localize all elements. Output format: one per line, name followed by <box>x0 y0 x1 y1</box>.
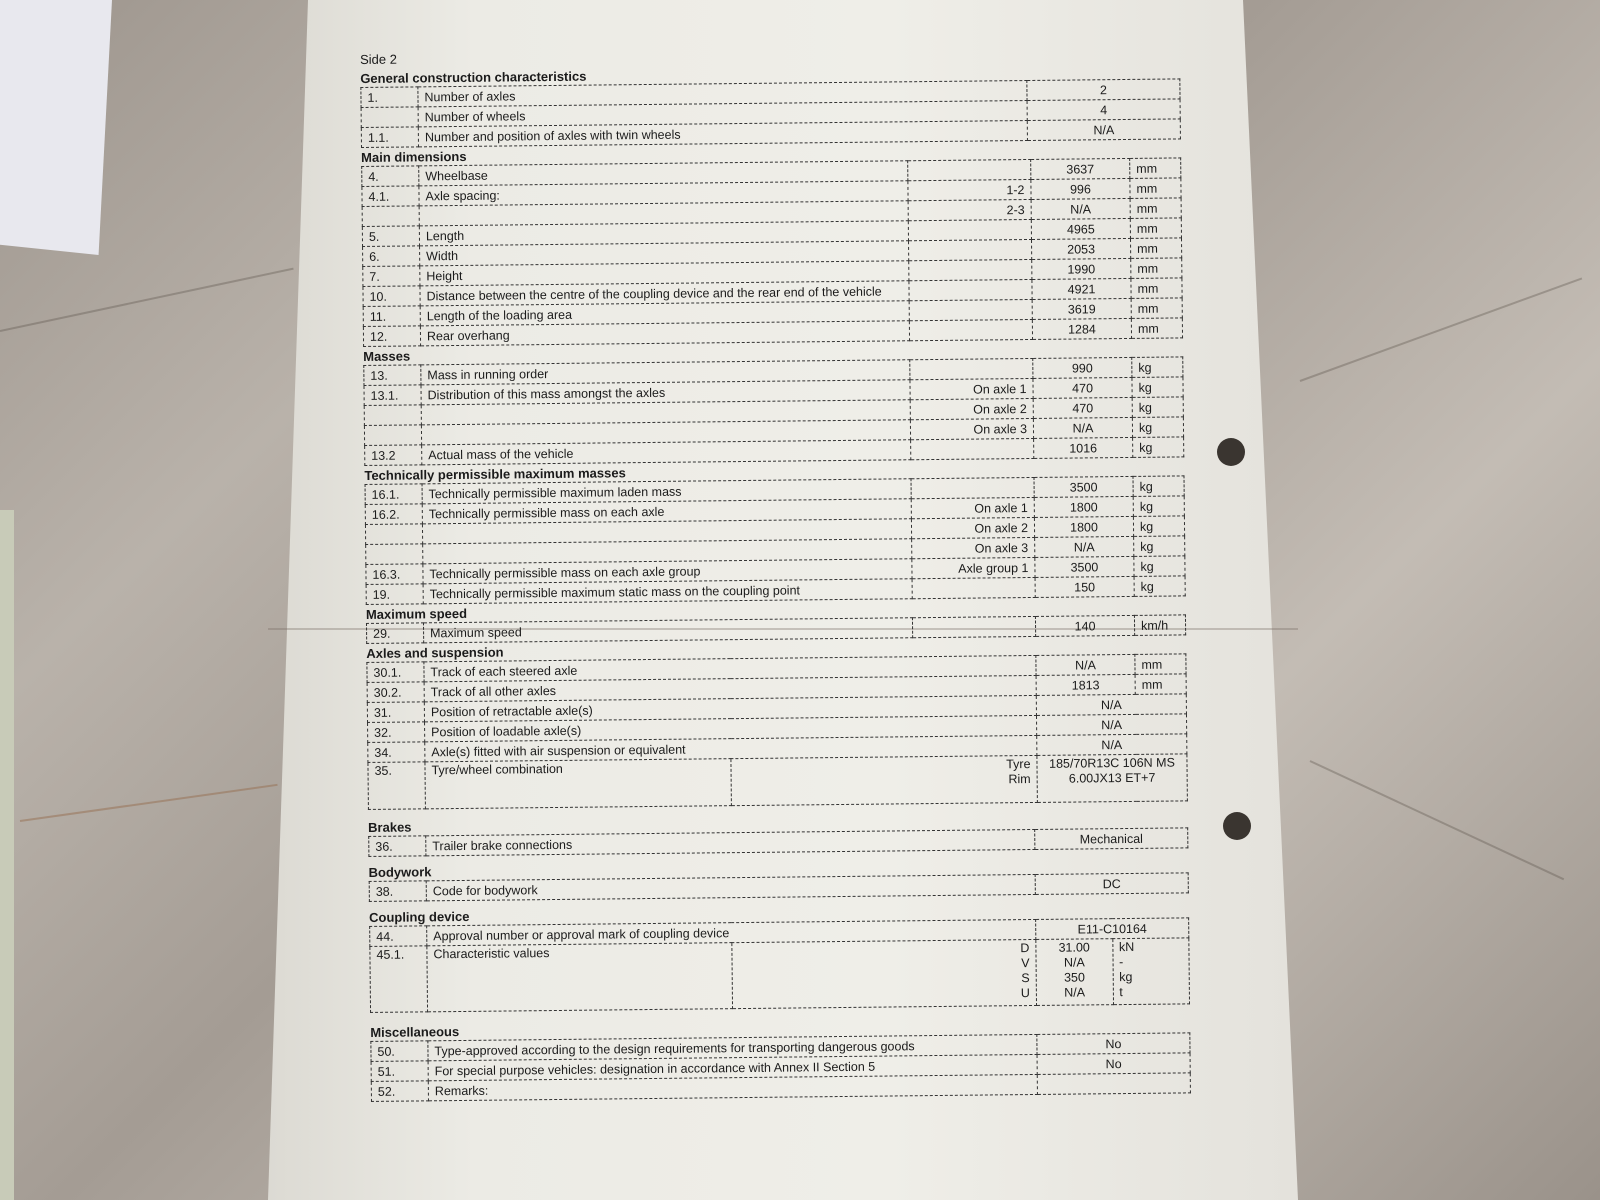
row-value: N/A <box>1036 694 1186 716</box>
axles-table <box>366 653 1188 810</box>
row-qualifier <box>910 358 1033 379</box>
row-value: 470 <box>1033 377 1132 398</box>
row-qualifier <box>912 616 1035 637</box>
row-unit: mm <box>1135 674 1186 695</box>
row-number: 32. <box>368 722 425 743</box>
marble-vein <box>20 784 278 822</box>
row-number: 16.3. <box>366 564 423 585</box>
row-value: 1800 <box>1034 516 1133 537</box>
row-number: 10. <box>363 286 420 307</box>
row-value: 1813 <box>1036 674 1135 695</box>
row-number: 36. <box>369 836 426 857</box>
row-number <box>365 524 422 545</box>
row-value: N/A <box>1035 536 1134 557</box>
row-label: Maximum speed <box>423 618 912 643</box>
row-unit: mm <box>1131 298 1182 319</box>
row-number: 6. <box>363 246 420 267</box>
row-label: Tyre/wheel combination <box>425 759 731 809</box>
tyre-value: 185/70R13C 106N MS <box>1049 755 1175 771</box>
row-label: Position of retractable axle(s) <box>424 695 1036 721</box>
row-number: 13.1. <box>364 385 421 406</box>
coc-side-2 <box>360 43 1191 1102</box>
misc-table <box>370 1032 1191 1102</box>
row-value: N/A <box>1027 119 1180 141</box>
row-unit: mm <box>1131 258 1182 279</box>
marble-vein <box>1300 277 1583 381</box>
row-value: N/A <box>1031 198 1130 219</box>
section-coupling: Coupling device <box>368 908 470 925</box>
row-label: Number of axles <box>418 81 1027 107</box>
row-qualifier: On axle 2 <box>910 398 1033 419</box>
row-value: 1284 <box>1032 318 1131 339</box>
row-value: 470 <box>1033 397 1132 418</box>
row-value <box>1037 1073 1190 1095</box>
row-number: 11. <box>363 306 420 327</box>
row-qualifier <box>911 477 1034 498</box>
rim-value: 6.00JX13 ET+7 <box>1068 770 1156 786</box>
marble-vein <box>0 268 294 332</box>
value-d: 31.00 <box>1058 940 1090 955</box>
row-unit: kg <box>1133 437 1184 458</box>
row-label: Type-approved according to the design requirements for transporting dangerous goods <box>428 1034 1037 1060</box>
banknote-edge <box>0 510 14 1200</box>
row-value: N/A <box>1033 417 1132 438</box>
row-unit: kg <box>1134 556 1185 577</box>
row-number: 12. <box>363 326 420 347</box>
row-qualifier <box>909 239 1032 260</box>
row-unit: kg <box>1132 417 1183 438</box>
row-qualifier: On axle 1 <box>910 378 1033 399</box>
row-number: 16.1. <box>365 484 422 505</box>
row-label: Length <box>419 221 908 246</box>
row-label: Wheelbase <box>419 161 908 186</box>
general-table <box>360 78 1181 148</box>
section-axles: Axles and suspension <box>366 644 504 661</box>
value-v: N/A <box>1063 955 1085 970</box>
marble-vein <box>1310 760 1565 880</box>
row-unit: mm <box>1130 158 1181 179</box>
row-value: N/A <box>1036 714 1186 736</box>
row-unit: kg <box>1132 377 1183 398</box>
row-unit: mm <box>1135 654 1186 675</box>
row-qualifier <box>909 299 1032 320</box>
row-qualifier: 2-3 <box>908 199 1031 220</box>
section-general: General construction characteristics <box>360 68 587 86</box>
row-unit: mm <box>1131 278 1182 299</box>
row-value: 3637 <box>1031 158 1130 179</box>
tyre-row <box>368 754 1187 810</box>
key-v: V <box>1021 956 1030 971</box>
row-number: 35. <box>368 762 425 810</box>
punch-hole <box>1223 812 1251 840</box>
row-number: 4. <box>362 166 419 187</box>
row-label: Code for bodywork <box>426 874 1035 900</box>
row-label: Rear overhang <box>420 321 909 346</box>
tpmm-table <box>365 475 1186 605</box>
row-qualifier <box>908 219 1031 240</box>
row-unit: mm <box>1130 238 1181 259</box>
row-number: 30.2. <box>367 682 424 703</box>
row-number <box>364 405 421 426</box>
row-label: Width <box>420 241 909 266</box>
key-u: U <box>1020 986 1030 1001</box>
row-value: DC <box>1035 873 1188 895</box>
row-value: 1016 <box>1034 437 1133 458</box>
row-number: 5. <box>362 226 419 247</box>
row-label: Technically permissible mass on each axle group <box>423 559 912 584</box>
row-qualifier <box>911 438 1034 459</box>
row-value: 996 <box>1031 178 1130 199</box>
row-unit: mm <box>1130 198 1181 219</box>
section-brakes: Brakes <box>368 819 412 835</box>
unit-v: - <box>1118 955 1124 970</box>
row-unit: km/h <box>1134 615 1185 636</box>
row-qualifier: On axle 1 <box>911 497 1034 518</box>
row-value: 3619 <box>1032 298 1131 319</box>
row-label: Distance between the centre of the coupling device and the rear end of the vehicle <box>420 281 909 306</box>
characteristic-units <box>1112 938 1189 1005</box>
row-label: Characteristic values <box>427 943 732 1012</box>
row-value: 990 <box>1033 357 1132 378</box>
row-number: 34. <box>368 742 425 763</box>
row-unit: mm <box>1130 178 1181 199</box>
envelope-corner <box>0 0 112 255</box>
coupling-table <box>369 917 1190 1013</box>
section-dimensions: Main dimensions <box>361 148 467 165</box>
unit-u: t <box>1119 985 1123 1000</box>
tyre-rim-values <box>1037 754 1187 803</box>
row-qualifier <box>909 259 1032 280</box>
row-value: 150 <box>1035 576 1134 597</box>
punch-hole <box>1217 438 1245 466</box>
row-unit: kg <box>1134 576 1185 597</box>
row-label: Height <box>420 261 909 286</box>
row-unit: mm <box>1131 318 1182 339</box>
row-value: N/A <box>1037 734 1187 756</box>
row-label: Trailer brake connections <box>426 829 1035 855</box>
row-unit: kg <box>1133 516 1184 537</box>
row-number: 1. <box>361 87 418 108</box>
row-value: Mechanical <box>1035 828 1188 850</box>
row-value: No <box>1037 1053 1190 1075</box>
row-label: Axle spacing: <box>419 181 908 206</box>
unit-s: kg <box>1119 969 1133 985</box>
row-qualifier <box>909 279 1032 300</box>
section-tpmm: Technically permissible maximum masses <box>364 465 626 483</box>
row-qualifier: Axle group 1 <box>912 557 1035 578</box>
row-label: Number and position of axles with twin wheels <box>418 121 1027 147</box>
row-label: Axle(s) fitted with air suspension or equivalent <box>425 735 1037 761</box>
row-number <box>366 544 423 565</box>
row-number: 13.2 <box>365 445 422 466</box>
row-number: 51. <box>371 1061 428 1082</box>
row-qualifier: 1-2 <box>908 179 1031 200</box>
row-number: 16.2. <box>365 504 422 525</box>
row-number: 1.1. <box>361 127 418 148</box>
row-value: 4965 <box>1031 218 1130 239</box>
row-label: Approval number or approval mark of coupling device <box>427 919 1036 945</box>
row-label: Actual mass of the vehicle <box>422 440 911 465</box>
row-qualifier: On axle 3 <box>910 418 1033 439</box>
row-number: 19. <box>366 584 423 605</box>
row-unit: kg <box>1132 397 1183 418</box>
row-number: 38. <box>369 881 426 902</box>
row-value: 2053 <box>1032 238 1131 259</box>
section-speed: Maximum speed <box>365 605 468 622</box>
key-s: S <box>1021 971 1030 986</box>
row-value: 4 <box>1027 99 1180 121</box>
row-unit: kg <box>1133 476 1184 497</box>
row-qualifier <box>912 577 1035 598</box>
row-label: Track of each steered axle <box>424 655 1036 681</box>
row-number: 30.1. <box>367 662 424 683</box>
section-misc: Miscellaneous <box>370 1024 460 1040</box>
row-label: Mass in running order <box>421 360 910 385</box>
row-label: Position of loadable axle(s) <box>425 715 1037 741</box>
row-number: 45.1. <box>370 946 428 1013</box>
row-number: 29. <box>366 623 423 644</box>
row-qualifier <box>908 159 1031 180</box>
row-value: No <box>1037 1033 1190 1055</box>
row-value: 1800 <box>1034 496 1133 517</box>
row-qualifier: On axle 3 <box>912 537 1035 558</box>
row-label: Number of wheels <box>418 101 1027 127</box>
row-value: E11-C10164 <box>1036 918 1189 940</box>
characteristic-values <box>1036 939 1113 1006</box>
characteristic-values-row <box>370 938 1190 1013</box>
row-number: 13. <box>364 365 421 386</box>
row-unit: kg <box>1132 357 1183 378</box>
row-number <box>362 206 419 227</box>
row-number: 44. <box>370 926 427 947</box>
row-unit: mm <box>1130 218 1181 239</box>
row-unit: kg <box>1134 536 1185 557</box>
key-d: D <box>1020 941 1030 956</box>
section-bodywork: Bodywork <box>368 864 432 880</box>
row-value: 2 <box>1027 79 1180 101</box>
row-value: 4921 <box>1032 278 1131 299</box>
row-label: Length of the loading area <box>420 301 909 326</box>
row-number <box>361 107 418 128</box>
row-label: For special purpose vehicles: designation in accordance with Annex II Section 5 <box>428 1054 1037 1080</box>
rim-key: Rim <box>1008 772 1031 787</box>
row-label: Track of all other axles <box>424 675 1036 701</box>
row-label: Remarks: <box>428 1074 1037 1100</box>
row-label: Distribution of this mass amongst the axles <box>421 380 910 405</box>
row-value: 140 <box>1035 615 1134 636</box>
section-masses: Masses <box>363 348 411 364</box>
row-value: 3500 <box>1034 476 1133 497</box>
row-number: 50. <box>371 1041 428 1062</box>
tyre-key: Tyre <box>1006 757 1031 772</box>
characteristic-keys <box>731 939 1036 1008</box>
row-label: Technically permissible maximum laden mass <box>422 479 911 504</box>
masses-table <box>363 356 1184 466</box>
dimensions-table <box>361 157 1183 347</box>
row-number: 31. <box>367 702 424 723</box>
unit-d: kN <box>1118 939 1135 955</box>
row-qualifier: On axle 2 <box>911 517 1034 538</box>
row-value: N/A <box>1036 654 1135 675</box>
value-s: 350 <box>1063 970 1085 985</box>
row-value: 1990 <box>1032 258 1131 279</box>
row-number <box>364 425 421 446</box>
row-value: 3500 <box>1035 556 1134 577</box>
row-number: 7. <box>363 266 420 287</box>
tyre-rim-keys <box>731 755 1037 805</box>
row-qualifier <box>909 319 1032 340</box>
row-number: 52. <box>371 1081 428 1102</box>
row-label: Technically permissible maximum static mass on the coupling point <box>423 579 912 604</box>
row-number: 4.1. <box>362 186 419 207</box>
page-side-label: Side 2 <box>360 51 398 67</box>
value-u: N/A <box>1064 985 1086 1000</box>
row-label: Technically permissible mass on each axle <box>422 499 911 524</box>
row-unit: kg <box>1133 496 1184 517</box>
